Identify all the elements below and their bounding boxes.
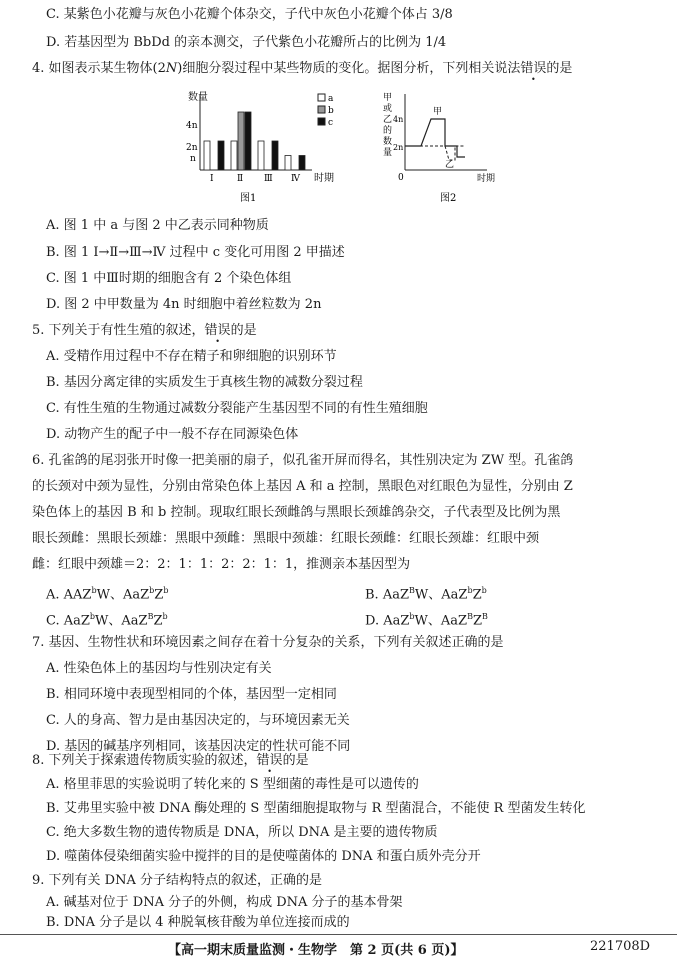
q6-b-sup1: B — [409, 586, 415, 595]
q8-stem-end: 的是 — [282, 753, 309, 768]
fig1-bars-group — [204, 112, 305, 170]
q8-stem-text: 8. 下列关于探索遗传物质实验的叙述， — [32, 753, 257, 768]
fig2-origin: 0 — [398, 173, 404, 183]
q6-d-sup1: b — [409, 612, 415, 621]
fig1-y-title: 数量 — [188, 92, 208, 103]
fig1-x-tick-3: Ⅲ — [264, 174, 273, 184]
q8-option-b: B. 艾弗里实验中被 DNA 酶处理的 S 型菌细胞提取物与 R 型菌混合，不能使 R 型菌发生转化 — [46, 801, 586, 816]
fig1-y-tick-4n: 4n — [186, 121, 198, 131]
q6-stem-line-2: 的长颈对中颈为显性，分别由常染色体上基因 A 和 a 控制，黑眼色对红眼色为显性，分别由 Z — [32, 479, 573, 494]
page-footer — [0, 934, 677, 957]
q4-stem-pre: 4. 如图表示某生物体(2 — [32, 61, 166, 76]
q6-stem-line-3: 染色体上的基因 B 和 b 控制。现取红眼长颈雌鸽与黑眼长颈雄鸽杂交，子代表型及比例为黑 — [32, 505, 561, 520]
q6-a-post: Z — [154, 587, 164, 603]
fig1-bar-a-1 — [204, 141, 210, 170]
q4-stem-emph: 错误 — [520, 61, 547, 76]
q5-option-d: D. 动物产生的配子中一般不存在同源染色体 — [46, 427, 299, 442]
fig1-x-label: 时期 — [314, 173, 334, 184]
q6-option-a — [46, 582, 168, 604]
fig2-y-tick-4n: 4n — [393, 115, 404, 124]
q6-option-c — [46, 608, 168, 630]
q6-option-b — [365, 582, 487, 604]
q6-a-sup2: b — [149, 586, 155, 595]
fig1-legend-swatch-b — [318, 106, 325, 113]
q8-option-d: D. 噬菌体侵染细菌实验中搅拌的目的是使噬菌体的 DNA 和蛋白质外壳分开 — [46, 849, 481, 864]
q6-stem-line-4: 眼长颈雌：黑眼长颈雄：黑眼中颈雌：黑眼中颈雄：红眼长颈雌：红眼长颈雄：红眼中颈 — [32, 531, 540, 546]
q5-stem-text: 5. 下列关于有性生殖的叙述， — [32, 323, 205, 338]
q6-c-pre: C. AaZ — [46, 613, 90, 629]
q6-b-post: Z — [472, 587, 482, 603]
fig2-curve-jia — [405, 119, 465, 157]
fig2-y-title-0: 甲 — [383, 93, 393, 103]
q4-stem-post: )细胞分裂过程中某些物质的变化。据图分析，下列相关说法 — [177, 61, 521, 76]
fig1-x-tick-4: Ⅳ — [291, 174, 300, 184]
q6-option-d — [365, 608, 488, 630]
q8-option-a: A. 格里菲思的实验说明了转化来的 S 型细菌的毒性是可以遗传的 — [46, 777, 419, 792]
fig2-y-title-4: 数 — [383, 137, 393, 147]
q6-d-post: Z — [472, 613, 483, 629]
q8-option-c: C. 绝大多数生物的遗传物质是 DNA，所以 DNA 是主要的遗传物质 — [46, 825, 438, 840]
fig1-legend-b: b — [328, 106, 334, 116]
fig2-y-title-1: 或 — [383, 104, 393, 114]
fig1-bar-c-4 — [299, 156, 305, 171]
fig2-curve-label-yi: 乙 — [445, 160, 455, 170]
q7-stem: 7. 基因、生物性状和环境因素之间存在着十分复杂的关系，下列有关叙述正确的是 — [32, 635, 504, 650]
fig1-legend — [318, 94, 334, 128]
q6-d-sup3: B — [482, 612, 488, 621]
q6-d-mid: W、AaZ — [414, 613, 468, 629]
fig2-y-title-2: 乙 — [383, 115, 393, 125]
q6-c-post: Z — [153, 613, 163, 629]
fig2-y-title-3: 的 — [383, 126, 393, 136]
q5-option-a: A. 受精作用过程中不存在精子和卵细胞的识别环节 — [46, 349, 337, 364]
q6-a-pre: A. AAZ — [46, 587, 92, 603]
q5-stem — [32, 322, 257, 340]
figure-1-bar-chart — [180, 88, 360, 206]
fig2-y-tick-2n: 2n — [393, 143, 404, 152]
fig2-y-title-5: 量 — [383, 148, 393, 158]
q6-stem-line-5: 雌：红眼中颈雄＝2：2：1：1：2：2：1：1，推测亲本基因型为 — [32, 557, 411, 572]
fig1-legend-c: c — [328, 118, 334, 128]
footer-code: 221708D — [590, 939, 651, 954]
q6-b-sup3: b — [481, 586, 487, 595]
q8-stem-emph: 错误 — [256, 753, 283, 768]
q4-option-a: A. 图 1 中 a 与图 2 中乙表示同种物质 — [46, 218, 269, 233]
fig1-legend-swatch-a — [318, 94, 325, 101]
fig2-caption: 图2 — [440, 193, 457, 204]
fig1-x-tick-1: Ⅰ — [210, 174, 214, 184]
q6-stem-line-1: 6. 孔雀鸽的尾羽张开时像一把美丽的扇子，似孔雀开屏而得名，其性别决定为 ZW 型。孔雀鸽 — [32, 453, 574, 468]
q6-b-sup2: b — [467, 586, 473, 595]
q4-option-b: B. 图 1 Ⅰ→Ⅱ→Ⅲ→Ⅳ 过程中 c 变化可用图 2 甲描述 — [46, 245, 345, 260]
fig1-bar-a-4 — [285, 156, 291, 171]
q6-d-pre: D. AaZ — [365, 613, 410, 629]
q6-a-mid: W、AaZ — [96, 587, 150, 603]
fig2-curve-yi — [405, 146, 465, 160]
q6-a-sup3: b — [163, 586, 169, 595]
q4-option-d: D. 图 2 中甲数量为 4n 时细胞中着丝粒数为 2n — [46, 297, 322, 312]
fig1-bar-a-3 — [258, 141, 264, 170]
q9-option-b: B. DNA 分子是以 4 种脱氧核苷酸为单位连接而成的 — [46, 915, 350, 930]
fig1-bar-a-2 — [231, 141, 237, 170]
q6-c-sup2: B — [147, 612, 154, 621]
q7-option-d: D. 基因的碱基序列相同，该基因决定的性状可能不同 — [46, 739, 351, 754]
q9-option-a: A. 碱基对位于 DNA 分子的外侧，构成 DNA 分子的基本骨架 — [46, 895, 403, 910]
q5-option-c: C. 有性生殖的生物通过减数分裂能产生基因型不同的有性生殖细胞 — [46, 401, 428, 416]
q5-stem-end: 的是 — [230, 323, 257, 338]
q5-option-b: B. 基因分离定律的实质发生于真核生物的减数分裂过程 — [46, 375, 363, 390]
fig1-x-tick-2: Ⅱ — [237, 174, 244, 184]
q4-option-c: C. 图 1 中Ⅲ时期的细胞含有 2 个染色体组 — [46, 271, 292, 286]
q4-stem-n: N — [165, 61, 178, 76]
q7-option-b: B. 相同环境中表现型相同的个体，基因型一定相同 — [46, 687, 337, 702]
q7-option-a: A. 性染色体上的基因均与性别决定有关 — [46, 661, 272, 676]
q4-stem — [32, 60, 572, 78]
fig2-y-title — [383, 92, 392, 158]
fig1-bar-b-2 — [238, 112, 244, 170]
q6-b-pre: B. AaZ — [365, 587, 409, 603]
fig2-x-label: 时期 — [477, 174, 496, 184]
q6-c-mid: W、AaZ — [95, 613, 148, 629]
q9-stem: 9. 下列有关 DNA 分子结构特点的叙述，正确的是 — [32, 873, 322, 888]
q4-stem-end: 的是 — [546, 61, 573, 76]
q5-stem-emph: 错误 — [204, 323, 231, 338]
figure-2-line-chart — [365, 88, 505, 206]
q3-option-c: C. 某紫色小花瓣与灰色小花瓣个体杂交，子代中灰色小花瓣个体占 3/8 — [46, 7, 453, 22]
q8-stem — [32, 752, 309, 770]
q6-b-mid: W、AaZ — [414, 587, 468, 603]
fig2-curve-label-jia: 甲 — [433, 107, 443, 117]
q7-option-c: C. 人的身高、智力是由基因决定的，与环境因素无关 — [46, 713, 350, 728]
fig1-x-ticks-group — [210, 174, 301, 184]
fig1-bar-c-2 — [245, 112, 251, 170]
fig1-bar-c-3 — [272, 141, 278, 170]
fig1-bar-c-1 — [218, 141, 224, 170]
fig1-legend-a: a — [328, 94, 334, 104]
q6-c-sup3: b — [162, 612, 168, 621]
q3-option-d: D. 若基因型为 BbDd 的亲本测交，子代紫色小花瓣所占的比例为 1/4 — [46, 35, 447, 50]
q6-d-sup2: B — [467, 612, 473, 621]
fig1-caption: 图1 — [240, 193, 257, 204]
footer-title: 【高一期末质量监测・生物学 第 2 页(共 6 页)】 — [168, 943, 464, 958]
fig1-legend-swatch-c — [318, 118, 325, 125]
fig1-y-tick-n: n — [190, 154, 196, 164]
fig1-y-tick-2n: 2n — [186, 143, 198, 153]
q6-a-sup1: b — [91, 586, 97, 595]
q6-c-sup1: b — [89, 612, 96, 621]
